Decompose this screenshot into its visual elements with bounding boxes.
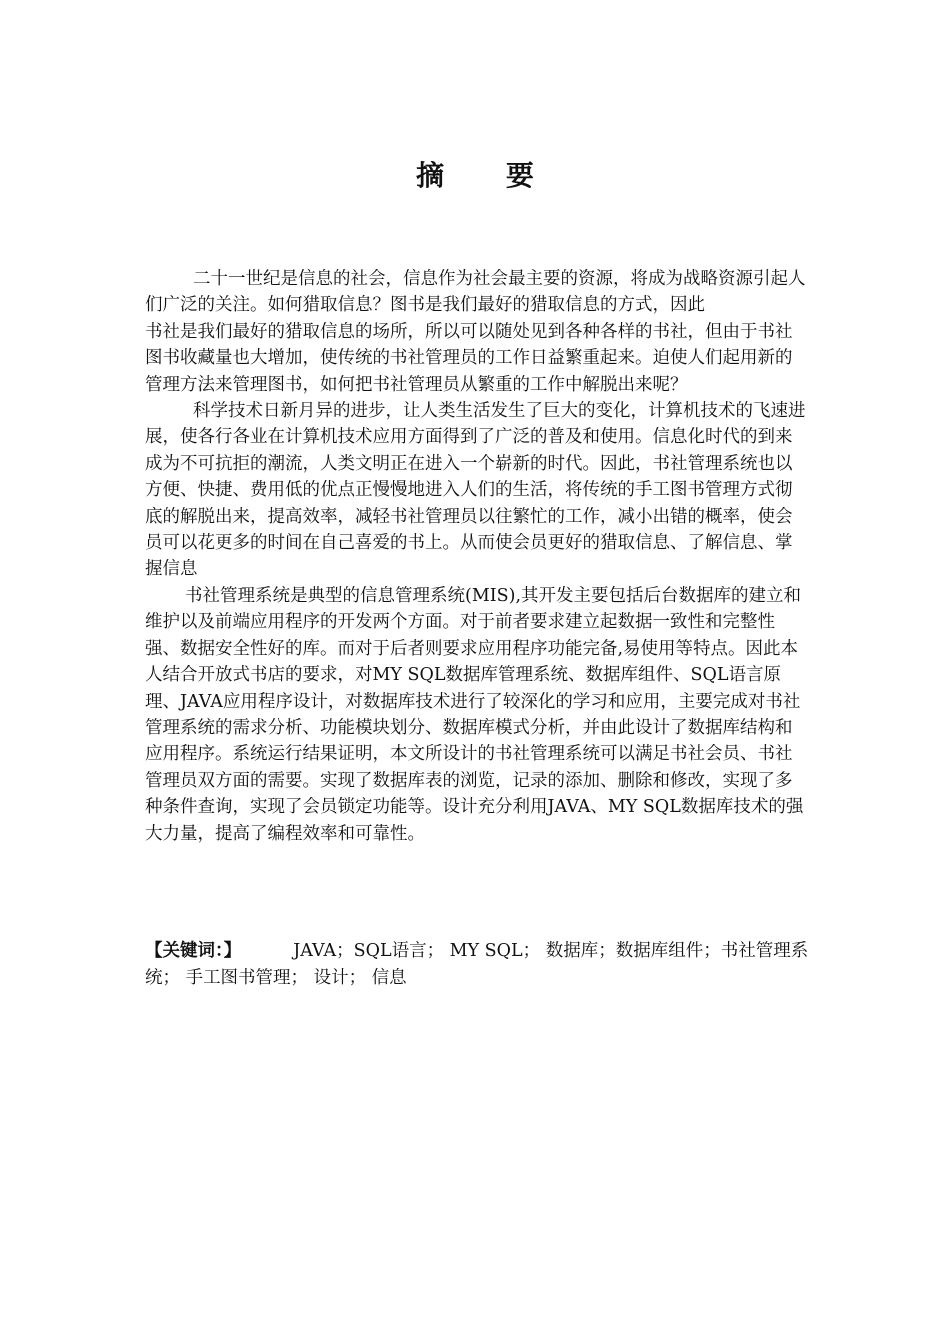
abstract-paragraph-2: 书社是我们最好的猎取信息的场所，所以可以随处见到各种各样的书社，但由于书社图书收藏量也大增加，使传统的书社管理员的工作日益繁重起来。迫使人们起用新的管理方法来管理图书，如何把书社管理员从繁重的工作中解脱出来呢？	[145, 321, 793, 395]
abstract-paragraph-3: 科学技术日新月异的进步，让人类生活发生了巨大的变化，计算机技术的飞速进展，使各行各业在计算机技术应用方面得到了广泛的普及和使用。信息化时代的到来成为不可抗拒的潮流，人类文明正在进入一个崭新的时代。因此，书社管理系统也以方便、快捷、费用低的优点正慢慢地进入人们的生活，将传统的手工图书管理方式彻底的解脱出来，提高效率，减轻书社管理员以往繁忙的工作，减小出错的概率，使会员可以花更多的时间在自己喜爱的书上。从而使会员更好的猎取信息、了解信息、掌握信息	[145, 401, 806, 580]
keywords-block	[145, 938, 809, 992]
keywords-label: 【关键词：】	[145, 941, 242, 961]
abstract-body	[145, 266, 809, 847]
page-title: 摘 要	[416, 159, 560, 192]
abstract-paragraph-4: 书社管理系统是典型的信息管理系统(MIS),其开发主要包括后台数据库的建立和维护以及前端应用程序的开发两个方面。对于前者要求建立起数据一致性和完整性强、数据安全性好的库。而对于后者则要求应用程序功能完备,易使用等特点。因此本人结合开放式书店的要求，对MY SQL数据库管理系统、数据库组件、SQL语言原理、JAVA应用程序设计，对数据库技术进行了较深化的学习和应用，主要完成对书社管理系统的需求分析、功能模块划分、数据库模式分析，并由此设计了数据库结构和应用程序。系统运行结果证明，本文所设计的书社管理系统可以满足书社会员、书社管理员双方面的需要。实现了数据库表的浏览，记录的添加、删除和修改，实现了多种条件查询，实现了会员锁定功能等。设计充分利用JAVA、MY SQL数据库技术的强大力量，提高了编程效率和可靠性。	[145, 585, 804, 844]
keywords-text: JAVA；SQL语言； MY SQL； 数据库；数据库组件；书社管理系统； 手工图书管理； 设计； 信息	[145, 941, 809, 988]
abstract-paragraph-1: 二十一世纪是信息的社会，信息作为社会最主要的资源，将成为战略资源引起人们广泛的关注。如何猎取信息？图书是我们最好的猎取信息的方式，因此	[145, 269, 806, 316]
